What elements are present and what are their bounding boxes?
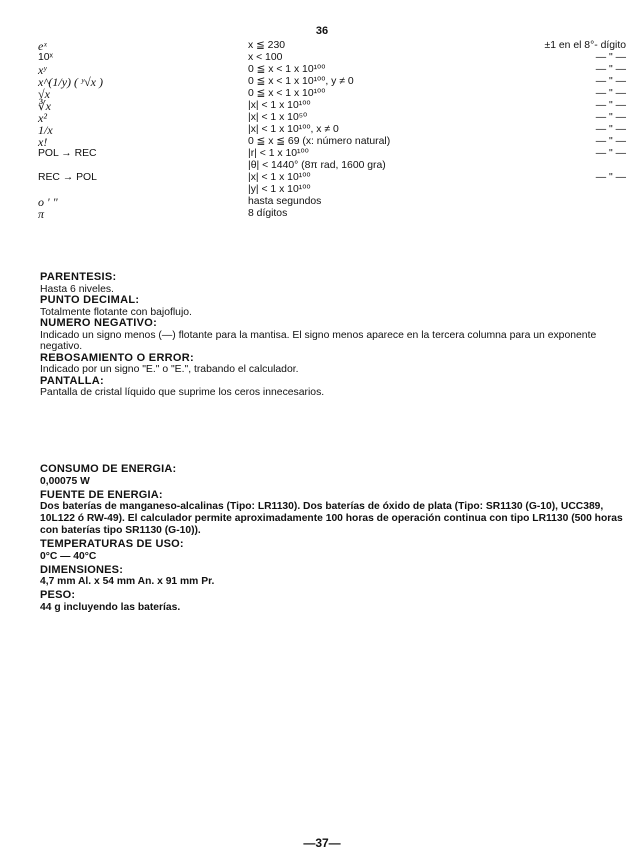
spec-heading: PUNTO DECIMAL: bbox=[40, 294, 140, 306]
power-heading: CONSUMO DE ENERGIA: bbox=[40, 463, 177, 475]
spec-heading: NUMERO NEGATIVO: bbox=[40, 317, 158, 329]
power-text: 44 g incluyendo las baterías. bbox=[40, 601, 181, 613]
function-row bbox=[38, 124, 626, 136]
function-name bbox=[38, 184, 248, 196]
function-accuracy: — " — bbox=[595, 52, 626, 63]
spec-block bbox=[40, 295, 630, 318]
function-row bbox=[38, 52, 626, 64]
power-block bbox=[40, 464, 630, 488]
function-range: hasta segundos bbox=[248, 196, 322, 207]
function-name: REC → POL bbox=[38, 172, 97, 183]
power-section bbox=[40, 464, 630, 616]
function-row bbox=[38, 148, 626, 160]
function-row bbox=[38, 40, 626, 52]
function-accuracy bbox=[528, 160, 626, 172]
function-row bbox=[38, 136, 626, 148]
power-heading: PESO: bbox=[40, 589, 76, 601]
function-accuracy: — " — bbox=[595, 76, 626, 87]
function-accuracy: — " — bbox=[595, 64, 626, 75]
function-name bbox=[38, 160, 248, 172]
function-accuracy bbox=[528, 196, 626, 208]
function-row bbox=[38, 196, 626, 208]
function-row bbox=[38, 208, 626, 220]
function-range: |y| < 1 x 10¹⁰⁰ bbox=[248, 184, 311, 195]
power-block bbox=[40, 590, 630, 614]
specs-section bbox=[40, 272, 630, 399]
spec-block bbox=[40, 353, 630, 376]
power-heading: DIMENSIONES: bbox=[40, 563, 124, 576]
function-row bbox=[38, 112, 626, 124]
function-accuracy: — " — bbox=[595, 112, 626, 123]
function-range: 0 ≦ x < 1 x 10¹⁰⁰ bbox=[248, 64, 326, 75]
function-range: 0 ≦ x ≦ 69 (x: número natural) bbox=[248, 136, 391, 147]
page-number-top: 36 bbox=[315, 25, 329, 37]
function-name: ∛x bbox=[38, 99, 51, 113]
power-text: 4,7 mm Al. x 54 mm An. x 91 mm Pr. bbox=[40, 576, 215, 587]
power-block bbox=[40, 490, 630, 538]
spec-heading: REBOSAMIENTO O ERROR: bbox=[40, 351, 194, 364]
function-name: o ' " bbox=[38, 195, 58, 209]
spec-text: Indicado un signo menos (—) flotante para la mantisa. El signo menos aparece en la tercera columna para un exponente negativo. bbox=[40, 329, 597, 352]
function-range: |x| < 1 x 10¹⁰⁰ bbox=[248, 172, 311, 183]
function-range: |x| < 1 x 10⁵⁰ bbox=[248, 112, 308, 123]
spec-text: Hasta 6 niveles. bbox=[40, 283, 114, 295]
function-range: x < 100 bbox=[248, 52, 283, 63]
function-accuracy bbox=[528, 208, 626, 220]
function-accuracy: — " — bbox=[595, 136, 626, 147]
power-heading: FUENTE DE ENERGIA: bbox=[40, 488, 163, 501]
function-range-table bbox=[38, 40, 626, 220]
function-row bbox=[38, 172, 626, 184]
function-row bbox=[38, 100, 626, 112]
function-name: eˣ bbox=[38, 39, 47, 53]
function-accuracy: ±1 en el 8°- dígito bbox=[544, 40, 626, 51]
function-name: x² bbox=[38, 111, 47, 125]
power-block bbox=[40, 539, 630, 563]
spec-block bbox=[40, 376, 630, 399]
function-name: 10ˣ bbox=[38, 52, 53, 63]
function-accuracy: — " — bbox=[595, 100, 626, 111]
function-accuracy: — " — bbox=[595, 124, 626, 135]
spec-text: Pantalla de cristal líquido que suprime los ceros innecesarios. bbox=[40, 387, 325, 398]
function-range: |x| < 1 x 10¹⁰⁰ bbox=[248, 100, 311, 111]
function-range: 8 dígitos bbox=[248, 208, 288, 219]
power-block bbox=[40, 565, 630, 589]
function-range: 0 ≦ x < 1 x 10¹⁰⁰, y ≠ 0 bbox=[248, 76, 354, 87]
function-name: x! bbox=[38, 135, 48, 149]
function-row bbox=[38, 76, 626, 88]
function-row bbox=[38, 88, 626, 100]
power-text: 0°C — 40°C bbox=[40, 550, 97, 562]
function-name: π bbox=[38, 207, 45, 221]
spec-text: Indicado por un signo "E." o "E.", trabando el calculador. bbox=[40, 364, 299, 375]
function-row bbox=[38, 160, 626, 172]
power-text: 0,00075 W bbox=[40, 475, 90, 487]
power-text: Dos baterías de manganeso-alcalinas (Tipo: LR1130). Dos baterías de óxido de plata (Tipo: SR1130 (G-10), UCC389, 10L122 ó RW-49). El calculador permite aproximadamente 100 horas de operación continua con tipo LR1130 (500 horas con baterías tipo SR1130 (G-10)). bbox=[40, 501, 623, 536]
function-range: 0 ≦ x < 1 x 10¹⁰⁰ bbox=[248, 88, 326, 99]
function-accuracy: — " — bbox=[595, 148, 626, 159]
function-name: 1/x bbox=[38, 123, 53, 137]
function-accuracy: — " — bbox=[595, 88, 626, 99]
page-number-bottom: —37— bbox=[303, 836, 341, 850]
spec-block bbox=[40, 272, 630, 295]
function-range: x ≦ 230 bbox=[248, 40, 286, 51]
function-accuracy: — " — bbox=[595, 172, 626, 183]
function-name: √x bbox=[38, 87, 50, 101]
spec-heading: PARENTESIS: bbox=[40, 271, 117, 283]
spec-heading: PANTALLA: bbox=[40, 374, 105, 387]
function-range: |x| < 1 x 10¹⁰⁰, x ≠ 0 bbox=[248, 124, 339, 135]
spec-text: Totalmente flotante con bajoflujo. bbox=[40, 306, 192, 318]
function-name: xʸ bbox=[38, 63, 47, 77]
function-range: |r| < 1 x 10¹⁰⁰ bbox=[248, 148, 309, 159]
function-name: x^(1/y) ( ʸ√x ) bbox=[38, 75, 104, 89]
function-row bbox=[38, 184, 626, 196]
power-heading: TEMPERATURAS DE USO: bbox=[40, 538, 184, 550]
spec-block bbox=[40, 318, 630, 353]
function-accuracy bbox=[528, 184, 626, 196]
function-range: |θ| < 1440° (8π rad, 1600 gra) bbox=[248, 160, 386, 171]
function-row bbox=[38, 64, 626, 76]
function-name: POL → REC bbox=[38, 148, 97, 159]
